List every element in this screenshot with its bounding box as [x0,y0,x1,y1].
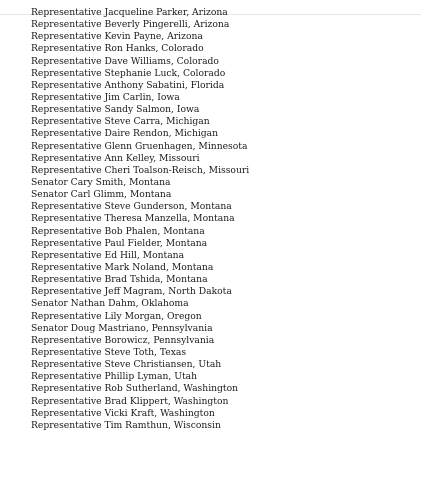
signatory-list-item: Representative Steve Christiansen, Utah [31,359,222,371]
signatory-list-item: Representative Glenn Gruenhagen, Minnesota [31,140,248,152]
signatory-list-item: Representative Rob Sutherland, Washington [31,383,239,395]
signatory-list-item: Representative Dave Williams, Colorado [31,55,219,67]
signatory-list-item: Representative Vicki Kraft, Washington [31,407,215,419]
signatory-list-item: Representative Mark Noland, Montana [31,261,214,273]
signatory-list-item: Representative Jacqueline Parker, Arizona [31,7,228,18]
signatory-list-item: Senator Doug Mastriano, Pennsylvania [31,322,213,334]
signatory-list-item: Representative Ed Hill, Montana [31,249,185,261]
signatory-list-item: Senator Nathan Dahm, Oklahoma [31,298,189,310]
signatory-list-item: Representative Ron Hanks, Colorado [31,43,204,55]
signatory-list-item: Representative Steve Gunderson, Montana [31,201,232,213]
signatory-list-item: Representative Cheri Toalson-Reisch, Missouri [31,164,250,176]
signatory-list-item: Representative Borowicz, Pennsylvania [31,334,215,346]
signatory-list-item: Representative Paul Fielder, Montana [31,237,208,249]
signatory-list-item: Representative Stephanie Luck, Colorado [31,67,226,79]
signatory-list-item: Representative Brad Tshida, Montana [31,274,208,286]
signatory-list-item: Representative Sandy Salmon, Iowa [31,104,200,116]
signatory-list-item: Representative Lily Morgan, Oregon [31,310,202,322]
signatory-list-item: Representative Daire Rendon, Michigan [31,128,219,140]
signatory-list-item: Representative Bob Phalen, Montana [31,225,205,237]
signatory-list-item: Representative Beverly Pingerelli, Arizona [31,19,230,31]
signatory-list [31,7,249,432]
signatory-list-item: Representative Jim Carlin, Iowa [31,91,180,103]
signatory-list-item: Representative Steve Toth, Texas [31,346,187,358]
signatory-list-item: Representative Phillip Lyman, Utah [31,371,198,383]
signatory-list-item: Representative Ann Kelley, Missouri [31,152,200,164]
signatory-list-item: Representative Tim Ramthun, Wisconsin [31,419,221,431]
signatory-list-item: Representative Steve Carra, Michigan [31,116,210,128]
signatory-list-item: Senator Carl Glimm, Montana [31,189,172,201]
signatory-list-item: Representative Jeff Magram, North Dakota [31,286,232,298]
signatory-list-item: Representative Anthony Sabatini, Florida [31,79,225,91]
signatory-list-item: Representative Brad Klippert, Washington [31,395,229,407]
signatory-list-item: Representative Kevin Payne, Arizona [31,31,203,43]
signatory-list-item: Senator Cary Smith, Montana [31,176,171,188]
signatory-list-item: Representative Theresa Manzella, Montana [31,213,235,225]
